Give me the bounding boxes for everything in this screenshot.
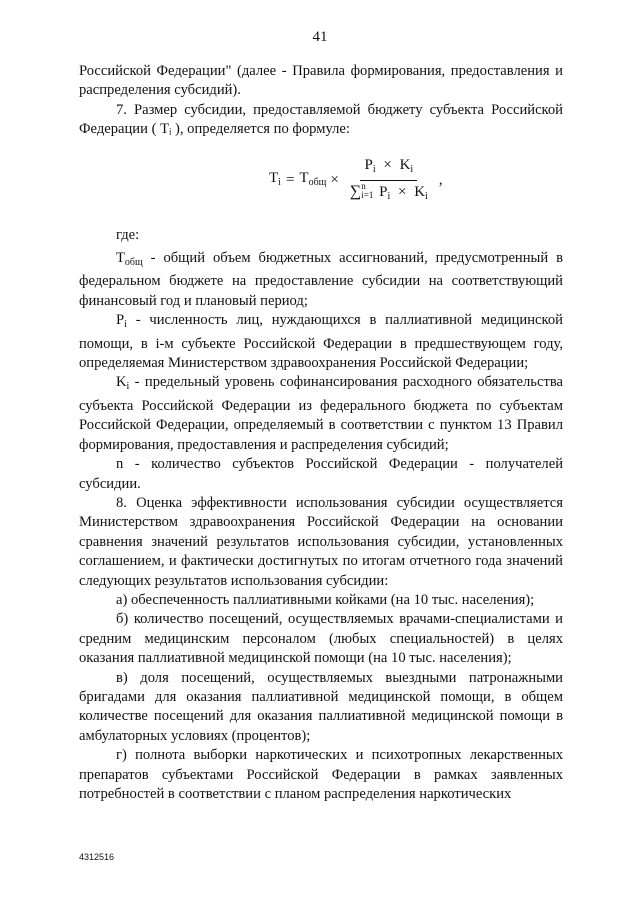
document-code: 4312516: [79, 852, 115, 862]
item-g: г) полнота выборки наркотических и психотропных лекарственных препаратов субъектами Российской Федерации в рамках заявленных потребностей в соответствии с планом распределения наркотических: [79, 747, 563, 802]
formula-lhs: $T_i$: [269, 170, 281, 189]
definition-ki: $K_i$ - предельный уровень софинансирования расходного обязательства субъекта Российской Федерации из федерального бюджета по субъектам Российской Федерации, определяемый в соответствии с пунктом 13 Правил формирования, предоставления и распределения субсидий;: [79, 374, 563, 453]
item-b: б) количество посещений, осуществляемых врачами-специалистами и средним медицинским персоналом (любых специальностей) в целях оказания паллиативной медицинской помощи (на 10 тыс. населения);: [79, 611, 563, 667]
paragraph-continuation: Российской Федерации" (далее - Правила формирования, предоставления и распределения субсидий).: [79, 63, 563, 99]
formula-numerator: $P_i \times K_i$: [360, 156, 417, 181]
page-number: 41: [312, 29, 328, 45]
subsidy-formula: $T_i$ = $T_{общ}$ × $P_i \times K_i$ ∑ n i=1 $P_i \times K_i$ ,: [79, 150, 563, 212]
formula-denominator: ∑ n i=1 $P_i \times K_i$: [349, 181, 428, 203]
paragraph-7: 7. Размер субсидии, предоставляемой бюджету субъекта Российской Федерации ( Tᵢ ), определяется по формуле:: [79, 101, 563, 138]
paragraph-8: 8. Оценка эффективности использования субсидии осуществляется Министерством здравоохранения Российской Федерации на основании сравнения значений результатов использования субсидии, установленных соглашением, и фактически достигнутых по итогам отчетного года значений следующих результатов использования субсидии:: [79, 494, 563, 589]
definition-tobsh: $T_{общ}$ - общий объем бюджетных ассигнований, предусмотренный в федеральном бюджете на предоставление субсидии на соответствующий финансовый год и плановый период;: [79, 250, 563, 309]
definition-pi: $P_i$ - численность лиц, нуждающихся в паллиативной медицинской помощи, в i-м субъекте Российской Федерации в предшествующем году, определяемая Министерством здравоохранения Российской Федерации;: [79, 312, 563, 372]
formula-tobsh: $T_{общ}$: [299, 170, 327, 189]
document-body: [79, 62, 563, 804]
where-label: где:: [116, 226, 140, 243]
definition-n: n - количество субъектов Российской Федерации - получателей субсидии.: [79, 456, 563, 492]
formula-fraction: [346, 156, 432, 207]
item-v: в) доля посещений, осуществляемых выездными патронажными бригадами для оказания паллиативной медицинской помощи, в общем количестве посещений для оказания паллиативной медицинской помощи в амбулаторных условиях (процентов);: [79, 669, 563, 744]
item-a: а) обеспеченность паллиативными койками (на 10 тыс. населения);: [116, 591, 535, 608]
